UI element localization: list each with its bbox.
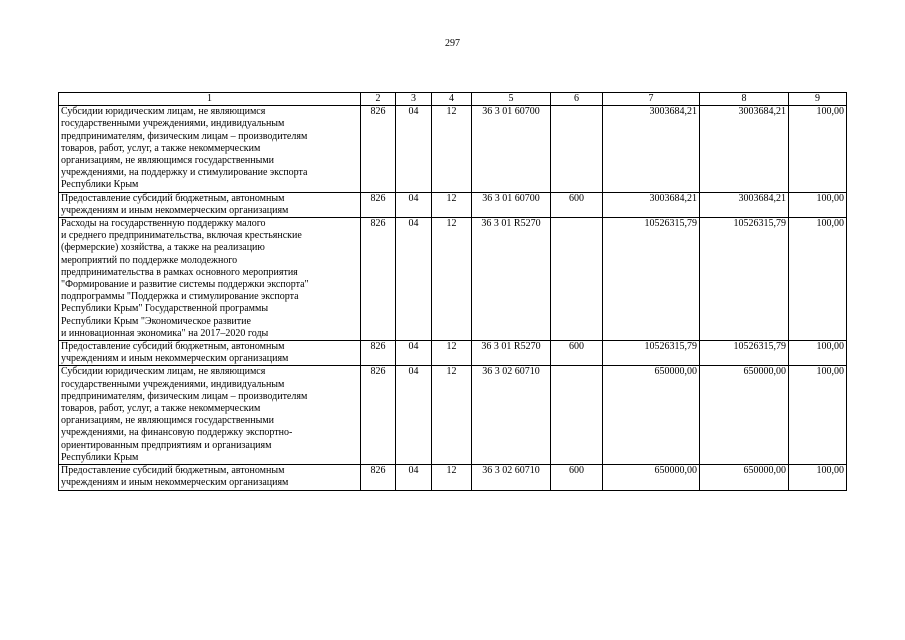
header-cell: 5 (472, 93, 551, 106)
table-row (59, 192, 847, 217)
target-article-code: 36 3 01 60700 (472, 106, 551, 192)
expense-type-code: 600 (551, 341, 603, 366)
planned-amount: 650000,00 (603, 465, 700, 490)
row-name: Субсидии юридическим лицам, не являющимся государственными учреждениями, индивидуальным предпринимателям, физическим лицам – производителям товаров, работ, услуг, а также некоммерческим организациям, не являющимся государственными учреждениями, на поддержку и стимулирование экспорта Республики Крым (59, 106, 361, 192)
execution-percent: 100,00 (789, 218, 847, 341)
planned-amount: 650000,00 (603, 366, 700, 465)
budget-table (58, 92, 847, 491)
subsection-code: 12 (432, 341, 472, 366)
section-code: 04 (396, 465, 432, 490)
subsection-code: 12 (432, 465, 472, 490)
planned-amount: 3003684,21 (603, 106, 700, 192)
planned-amount: 3003684,21 (603, 192, 700, 217)
target-article-code: 36 3 01 60700 (472, 192, 551, 217)
subsection-code: 12 (432, 106, 472, 192)
executed-amount: 10526315,79 (700, 218, 789, 341)
ministry-code: 826 (361, 106, 396, 192)
executed-amount: 3003684,21 (700, 106, 789, 192)
row-name: Предоставление субсидий бюджетным, автономным учреждениям и иным некоммерческим организациям (59, 192, 361, 217)
execution-percent: 100,00 (789, 341, 847, 366)
section-code: 04 (396, 192, 432, 217)
ministry-code: 826 (361, 341, 396, 366)
execution-percent: 100,00 (789, 366, 847, 465)
row-name: Расходы на государственную поддержку малого и среднего предпринимательства, включая крестьянские (фермерские) хозяйства, а также на реализацию мероприятий по поддержке молодежного предпринимательства в рамках основного мероприятия "Формирование и развитие системы поддержки экспорта" подпрограммы "Поддержка и стимулирование экспорта Республики Крым" Государственной программы Республики Крым "Экономическое развитие и инновационная экономика" на 2017–2020 годы (59, 218, 361, 341)
header-cell: 1 (59, 93, 361, 106)
ministry-code: 826 (361, 465, 396, 490)
ministry-code: 826 (361, 218, 396, 341)
executed-amount: 650000,00 (700, 465, 789, 490)
executed-amount: 3003684,21 (700, 192, 789, 217)
header-cell: 8 (700, 93, 789, 106)
section-code: 04 (396, 341, 432, 366)
planned-amount: 10526315,79 (603, 218, 700, 341)
table-row (59, 218, 847, 341)
expense-type-code: 600 (551, 192, 603, 217)
table-row (59, 465, 847, 490)
row-name: Предоставление субсидий бюджетным, автономным учреждениям и иным некоммерческим организациям (59, 465, 361, 490)
ministry-code: 826 (361, 366, 396, 465)
ministry-code: 826 (361, 192, 396, 217)
section-code: 04 (396, 106, 432, 192)
planned-amount: 10526315,79 (603, 341, 700, 366)
table-row (59, 366, 847, 465)
target-article-code: 36 3 01 R5270 (472, 341, 551, 366)
section-code: 04 (396, 218, 432, 341)
row-name: Предоставление субсидий бюджетным, автономным учреждениям и иным некоммерческим организациям (59, 341, 361, 366)
expense-type-code (551, 106, 603, 192)
execution-percent: 100,00 (789, 465, 847, 490)
table-row (59, 106, 847, 192)
executed-amount: 10526315,79 (700, 341, 789, 366)
target-article-code: 36 3 02 60710 (472, 465, 551, 490)
expense-type-code: 600 (551, 465, 603, 490)
table-header-row (59, 93, 847, 106)
execution-percent: 100,00 (789, 192, 847, 217)
page-number: 297 (445, 38, 460, 49)
expense-type-code (551, 366, 603, 465)
header-cell: 6 (551, 93, 603, 106)
subsection-code: 12 (432, 192, 472, 217)
subsection-code: 12 (432, 366, 472, 465)
target-article-code: 36 3 01 R5270 (472, 218, 551, 341)
table-row (59, 341, 847, 366)
target-article-code: 36 3 02 60710 (472, 366, 551, 465)
header-cell: 4 (432, 93, 472, 106)
header-cell: 3 (396, 93, 432, 106)
row-name: Субсидии юридическим лицам, не являющимся государственными учреждениями, индивидуальным предпринимателям, физическим лицам – производителям товаров, работ, услуг, а также некоммерческим организациям, не являющимся государственными учреждениями, на финансовую поддержку экспортно- ориентированным предприятиям и организациям Республики Крым (59, 366, 361, 465)
executed-amount: 650000,00 (700, 366, 789, 465)
header-cell: 7 (603, 93, 700, 106)
section-code: 04 (396, 366, 432, 465)
subsection-code: 12 (432, 218, 472, 341)
header-cell: 9 (789, 93, 847, 106)
execution-percent: 100,00 (789, 106, 847, 192)
header-cell: 2 (361, 93, 396, 106)
expense-type-code (551, 218, 603, 341)
